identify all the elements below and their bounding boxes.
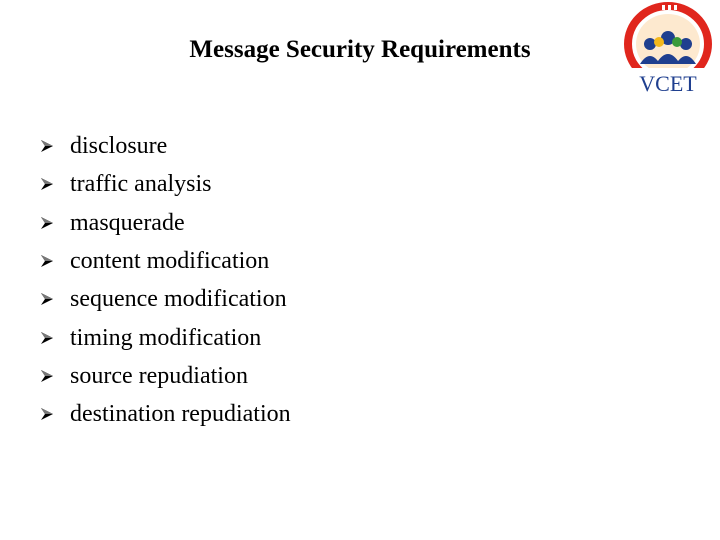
arrow-bullet-icon [40, 177, 70, 191]
list-item [40, 165, 291, 203]
slide-title: Message Security Requirements [189, 36, 531, 63]
logo-text: VCET [639, 71, 697, 96]
bullet-text: source repudiation [70, 362, 248, 389]
list-item [40, 242, 291, 280]
bullet-text: disclosure [70, 133, 168, 160]
bullet-text: traffic analysis [70, 171, 212, 198]
arrow-bullet-icon [40, 254, 70, 268]
bullet-text: destination repudiation [70, 401, 291, 428]
list-item [40, 127, 291, 165]
arrow-bullet-icon [40, 331, 70, 345]
list-item [40, 280, 291, 318]
bullet-list [40, 127, 291, 433]
arrow-bullet-icon [40, 216, 70, 230]
college-logo [618, 2, 718, 100]
list-item [40, 318, 291, 356]
arrow-bullet-icon [40, 407, 70, 421]
arrow-bullet-icon [40, 369, 70, 383]
bullet-text: sequence modification [70, 286, 287, 313]
bullet-text: timing modification [70, 324, 262, 351]
bullet-text: masquerade [70, 209, 185, 236]
bullet-text: content modification [70, 248, 270, 275]
list-item [40, 395, 291, 433]
arrow-bullet-icon [40, 292, 70, 306]
list-item [40, 357, 291, 395]
arrow-bullet-icon [40, 139, 70, 153]
list-item [40, 204, 291, 242]
